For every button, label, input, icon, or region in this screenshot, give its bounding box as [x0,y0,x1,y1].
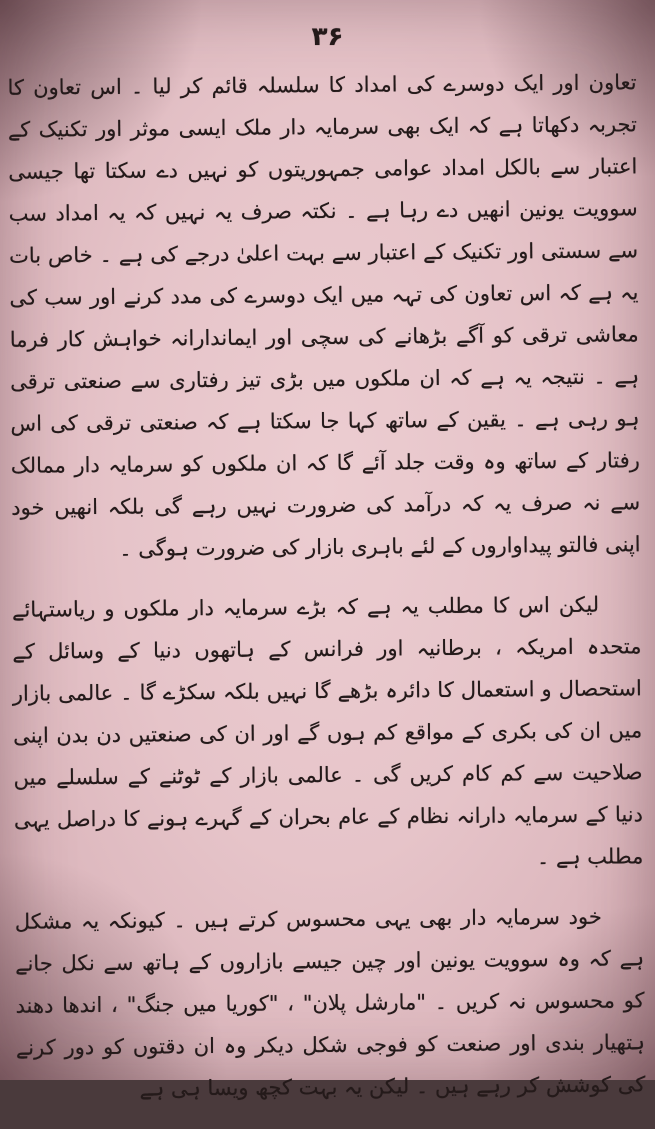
paragraph-2: لیکن اس کا مطلب یہ ہے کہ بڑے سرمایہ دار ملکوں و ریاستہائے متحدہ امریکہ ، برطانیہ اور فرانس کے ہاتھوں دنیا کے وسائل کے استحصال و استعمال کا دائرہ بڑھے گا نہیں بلکہ سکڑے گا ۔ عالمی بازار میں ان کی بکری کے مواقع کم ہوں گے اور ان کی صنعتیں دن بدن اپنی صلاحیت سے کم کام کریں گی ۔ عالمی بازار کے ٹوٹنے کے سلسلے میں دنیا کے سرمایہ دارانہ نظام کے عام بحران کے گہرے ہونے کا دراصل یہی مطلب ہے ۔ [12,592,644,870]
page-number: ۳۶ [311,22,344,52]
paragraph-3: خود سرمایہ دار بھی یہی محسوس کرتے ہیں ۔ کیونکہ یہ مشکل ہے کہ وہ سوویت یونین اور چین جیسے بازاروں کے ہاتھ سے نکل جانے کو محسوس نہ کریں ۔ "مارشل پلان" ، "کوریا میں جنگ" ، اندھا دھند ہتھیار بندی اور صنعت کو فوجی شکل دیکر وہ ان دقتوں کو دور کرنے کی کوشش کر رہے ہیں ۔ لیکن یہ بہت کچھ ویسا ہی ہے [14,904,646,1101]
page-text [7,61,645,1128]
paragraph-1: تعاون اور ایک دوسرے کی امداد کا سلسلہ قائم کر لیا ۔ اس تعاون کا تجربہ دکھاتا ہے کہ ایک بھی سرمایہ دار ملک ایسی موثر اور تکنیک کے اعتبار سے بالکل امداد عوامی جمہوریتوں کو نہیں دے سکتا تھا جیسی سوویت یونین انھیں دے رہا ہے ۔ نکتہ صرف یہ نہیں کہ یہ امداد سب سے سستی اور تکنیک کے اعتبار سے بہت اعلیٰ درجے کی ہے ۔ خاص بات یہ ہے کہ اس تعاون کی تہہ میں ایک دوسرے کی مدد کرنے اور سب کی معاشی ترقی کو آگے بڑھانے کی سچی اور ایماندارانہ خواہش کار فرما ہے ۔ نتیجہ یہ ہے کہ ان ملکوں میں بڑی تیز رفتاری سے صنعتی ترقی ہو رہی ہے ۔ یقین کے ساتھ کہا جا سکتا ہے کہ صنعتی ترقی کی اس رفتار کے ساتھ وہ وقت جلد آئے گا کہ ان ملکوں کو سرمایہ دار ممالک سے نہ صرف یہ کہ درآمد کی ضرورت نہیں رہے گی بلکہ انھیں خود اپنی فالتو پیداواروں کے لئے باہری بازار کی ضرورت ہوگی ۔ [7,70,641,561]
